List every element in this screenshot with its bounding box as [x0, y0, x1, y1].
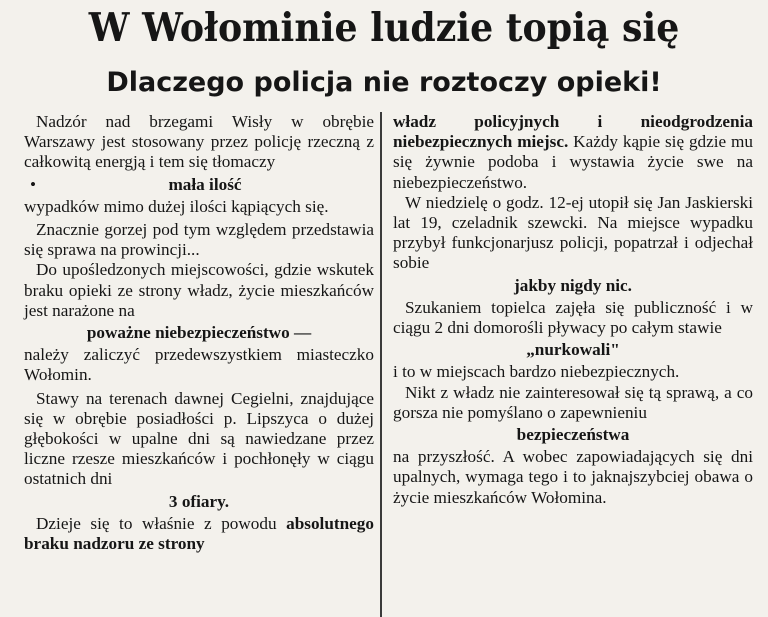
- left-paragraph-7: [24, 514, 374, 554]
- right-paragraph-1-rest: Każdy kąpie się gdzie mu się żywnie podoba i wystawia życie swe na niebezpieczeństwo.: [393, 132, 753, 192]
- left-heading-2: poważne niebezpieczeństwo —: [86, 323, 312, 343]
- right-heading-2: „nurkowali": [526, 340, 620, 360]
- right-paragraph-6: na przyszłość. A wobec zapowiadających się dni upalnych, wymaga tego i to jaknajszybciej obawa o życie mieszkańców Wołomina.: [393, 447, 753, 507]
- left-paragraph-7-start: Dzieje się to właśnie z powodu: [36, 513, 287, 533]
- left-paragraph-4: Do upośledzonych miejscowości, gdzie wskutek braku opieki ze strony władz, życie mieszkańców jest narażone na: [24, 260, 374, 320]
- left-paragraph-7-bold: absolutnego braku nadzoru ze strony: [24, 513, 374, 554]
- left-column: [24, 112, 374, 554]
- right-paragraph-1-bold: władz policyjnych i nieodgrodzenia niebezpiecznych miejsc.: [393, 112, 753, 152]
- right-heading-1: jakby nigdy nic.: [514, 275, 632, 295]
- bullet-mark: •: [30, 174, 37, 194]
- right-paragraph-3: Szukaniem topielca zajęła się publiczność i w ciągu 2 dni domorośli pływacy po całym stawie: [393, 297, 753, 338]
- left-paragraph-1: Nadzór nad brzegami Wisły w obrębie Warszawy jest stosowany przez policję rzeczną z całkowitą energją i tem się tłomaczy: [24, 112, 374, 172]
- left-heading-1: [24, 175, 374, 195]
- subheadline: Dlaczego policja nie roztoczy opieki!: [106, 67, 662, 98]
- left-paragraph-5: należy zaliczyć przedewszystkiem miasteczko Wołomin.: [24, 345, 374, 385]
- right-paragraph-1: [393, 112, 753, 193]
- left-heading-1-text: mała ilość: [168, 174, 242, 194]
- left-heading-3: 3 ofiary.: [168, 491, 230, 511]
- right-paragraph-2: W niedzielę o godz. 12-ej utopił się Jan Jaskierski lat 19, czeladnik szewcki. Na miejsce wypadku przybył funkcjonarjusz policji, popatrzał i odjechał sobie: [393, 192, 753, 273]
- left-paragraph-6: Stawy na terenach dawnej Cegielni, znajdujące się w obrębie posiadłości p. Lipszyca o dużej głębokości w upalne dni są nawiedzane przez liczne rzesze mieszkańców i pochłonęły w ciągu ostatnich dni: [24, 388, 374, 489]
- column-divider: [380, 112, 382, 617]
- right-heading-3: bezpieczeństwa: [516, 425, 630, 445]
- right-column: [393, 112, 753, 508]
- left-paragraph-3: Znacznie gorzej pod tym względem przedstawia się sprawa na prowincji...: [24, 220, 374, 260]
- headline: W Wołominie ludzie topią się: [88, 5, 680, 51]
- right-paragraph-4: i to w miejscach bardzo niebezpiecznych.: [393, 362, 680, 382]
- left-paragraph-2: wypadków mimo dużej ilości kąpiących się.: [24, 196, 329, 216]
- right-paragraph-5: Nikt z władz nie zainteresował się tą sprawą, a co gorsza nie pomyślano o zapewnieniu: [393, 382, 753, 422]
